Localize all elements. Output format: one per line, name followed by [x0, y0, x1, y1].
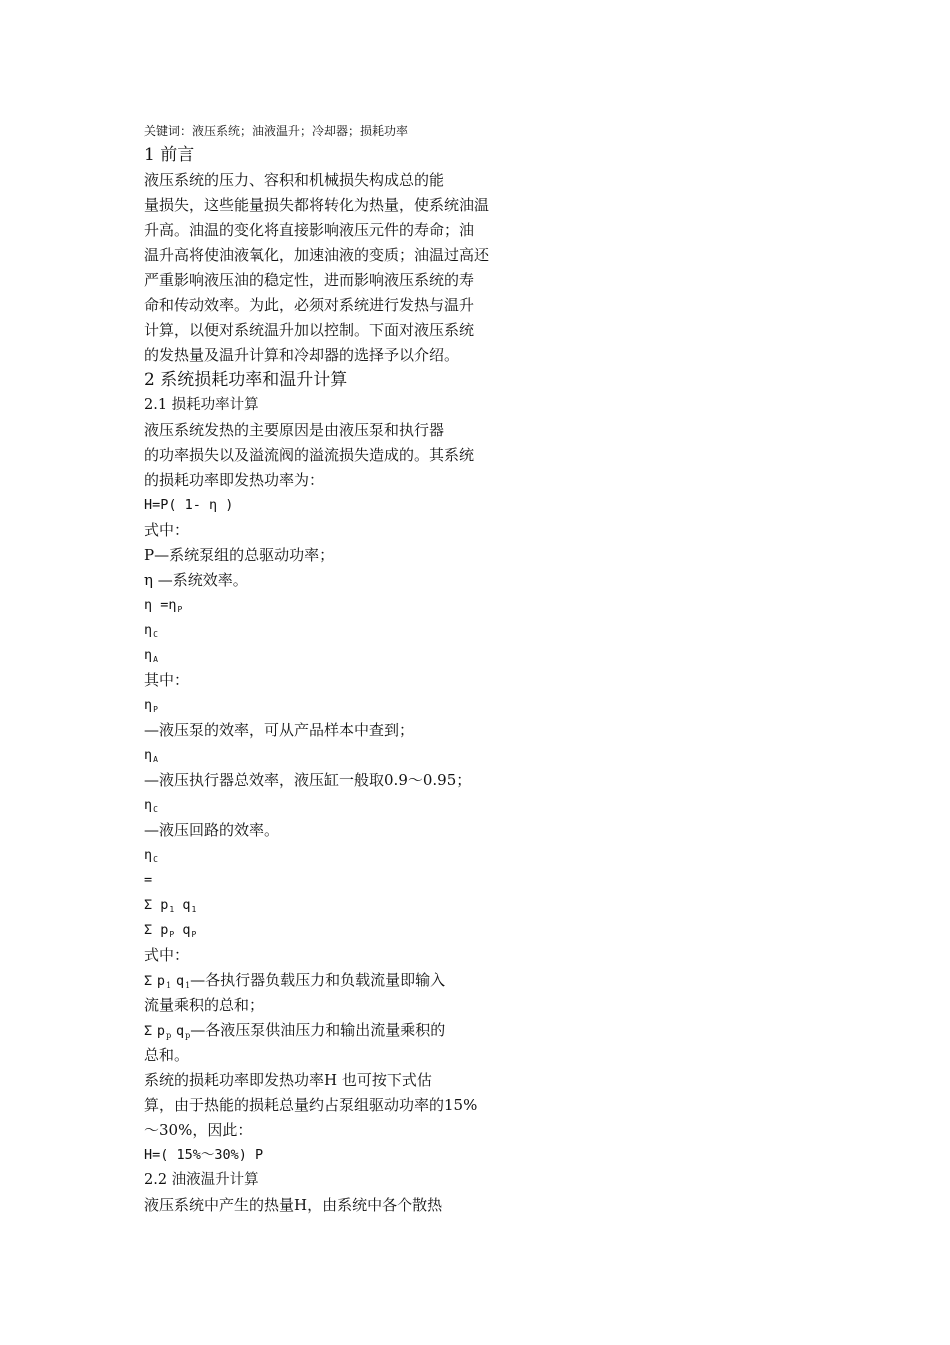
subscript: p: [166, 1031, 172, 1040]
formula-text: η: [144, 847, 153, 863]
formula-estimate: H=( 15%～30%) P: [144, 1147, 264, 1163]
formula-eta-c: [144, 620, 158, 645]
definition-text: —各执行器负载压力和负载流量即输入: [190, 971, 446, 989]
sum-numerator: [144, 895, 196, 920]
sigma-symbol: Σ: [144, 897, 153, 913]
definition-sum-pumps: [144, 1020, 445, 1046]
subscript: P: [177, 605, 183, 614]
formula-eta-product: [144, 595, 182, 620]
subscript: C: [153, 855, 158, 864]
subscript: 1: [185, 981, 191, 990]
paragraph-line: ～30%，因此：: [144, 1121, 253, 1139]
sum-denominator: [144, 920, 196, 945]
symbol-eta-c: [144, 795, 158, 820]
subscript: 1: [191, 905, 197, 914]
formula-text: p: [156, 973, 166, 989]
definition-eta: η —系统效率。: [144, 571, 248, 589]
formula-eta-a: [144, 645, 158, 670]
definition-eta-a: —液压执行器总效率，液压缸一般取0.9～0.95；: [144, 771, 472, 789]
paragraph-line: 计算，以便对系统温升加以控制。下面对液压系统: [144, 321, 475, 339]
formula-text: p: [156, 1023, 166, 1039]
formula-text: η: [144, 647, 153, 663]
paragraph-line: 温升高将使油液氧化，加速油液的变质；油温过高还: [144, 246, 490, 264]
section-2-heading: 2 系统损耗功率和温升计算: [144, 370, 348, 390]
paragraph-line: 总和。: [144, 1046, 190, 1064]
section-1-heading: 1 前言: [144, 145, 195, 165]
definition-sum-actuators: [144, 970, 445, 996]
subscript: C: [153, 630, 158, 639]
subscript: A: [153, 755, 158, 764]
subscript: P: [169, 930, 175, 939]
paragraph-line: 的损耗功率即发热功率为：: [144, 471, 325, 489]
paragraph-line: 升高。油温的变化将直接影响液压元件的寿命；油: [144, 221, 475, 239]
subscript: 1: [169, 905, 175, 914]
sigma-symbol: Σ: [144, 922, 153, 938]
definition-eta-p: —液压泵的效率，可从产品样本中查到；: [144, 721, 415, 739]
formula-text: p: [160, 922, 169, 938]
paragraph-line: 算，由于热能的损耗总量约占泵组驱动功率的15%: [144, 1096, 478, 1114]
subscript: A: [153, 655, 158, 664]
formula-text: p: [160, 897, 169, 913]
equals-sign: =: [144, 872, 153, 888]
paragraph-line: 流量乘积的总和；: [144, 996, 265, 1014]
formula-text: q: [175, 973, 185, 989]
paragraph-line: 液压系统发热的主要原因是由液压泵和执行器: [144, 421, 445, 439]
paragraph-line: 系统的损耗功率即发热功率H 也可按下式估: [144, 1071, 432, 1089]
sigma-symbol: Σ: [144, 1023, 153, 1039]
paragraph-line: 的功率损失以及溢流阀的溢流损失造成的。其系统: [144, 446, 475, 464]
where-label: 式中：: [144, 946, 190, 964]
subsection-2-2-heading: 2.2 油液温升计算: [144, 1172, 259, 1188]
paragraph-line: 的发热量及温升计算和冷却器的选择予以介绍。: [144, 346, 460, 364]
formula-text: η: [144, 797, 153, 813]
formula-text: q: [182, 922, 191, 938]
paragraph-line: 严重影响液压油的稳定性，进而影响液压系统的寿: [144, 271, 475, 289]
paragraph-line: 液压系统的压力、容积和机械损失构成总的能: [144, 171, 445, 189]
subscript: P: [153, 705, 158, 714]
where-label: 其中：: [144, 671, 190, 689]
subscript: p: [185, 1031, 191, 1040]
subsection-2-1-heading: 2.1 损耗功率计算: [144, 397, 259, 413]
definition-eta-c: —液压回路的效率。: [144, 821, 280, 839]
subscript: C: [153, 805, 158, 814]
where-label: 式中：: [144, 521, 190, 539]
paragraph-line: 量损失，这些能量损失都将转化为热量，使系统油温: [144, 196, 490, 214]
formula-loss-power: H=P( 1- η ): [144, 497, 234, 513]
formula-text: q: [182, 897, 191, 913]
formula-text: η: [144, 747, 153, 763]
formula-text: η =η: [144, 597, 177, 613]
definition-P: P—系统泵组的总驱动功率；: [144, 546, 335, 564]
definition-text: —各液压泵供油压力和输出流量乘积的: [190, 1021, 446, 1039]
subscript: 1: [166, 981, 172, 990]
symbol-eta-p: [144, 695, 158, 720]
symbol-eta-a: [144, 745, 158, 770]
formula-text: q: [175, 1023, 185, 1039]
paragraph-line: 液压系统中产生的热量H，由系统中各个散热: [144, 1196, 443, 1214]
symbol-eta-c: [144, 845, 158, 870]
keywords-line: 关键词：液压系统；油液温升；冷却器；损耗功率: [144, 124, 409, 138]
formula-text: η: [144, 622, 153, 638]
subscript: P: [191, 930, 197, 939]
formula-text: η: [144, 697, 153, 713]
sigma-symbol: Σ: [144, 973, 153, 989]
paragraph-line: 命和传动效率。为此，必须对系统进行发热与温升: [144, 296, 475, 314]
